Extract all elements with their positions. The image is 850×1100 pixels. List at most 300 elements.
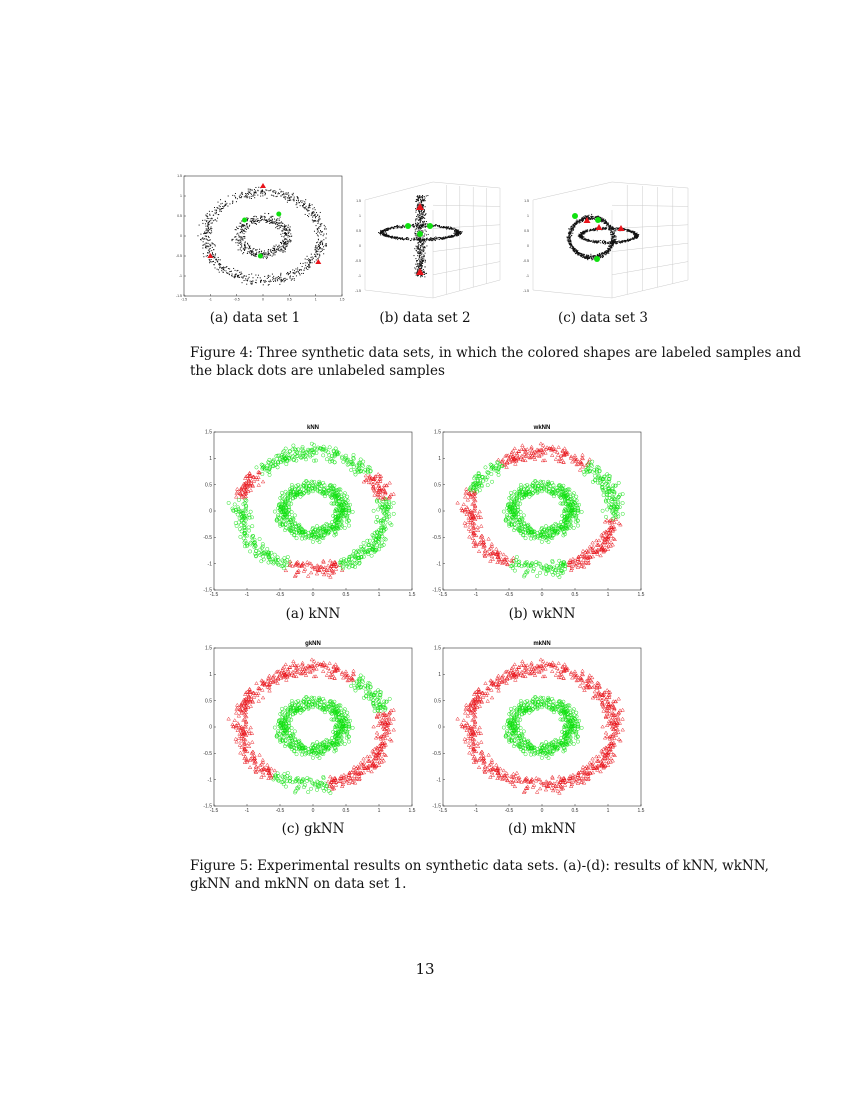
data-point xyxy=(415,258,416,259)
data-point xyxy=(432,240,433,241)
data-point xyxy=(215,262,216,263)
data-point xyxy=(226,204,227,205)
data-point xyxy=(240,242,241,243)
data-point xyxy=(234,195,235,196)
data-point xyxy=(571,230,572,231)
data-point xyxy=(257,221,258,222)
data-point xyxy=(447,236,448,237)
data-point xyxy=(415,235,416,236)
data-point xyxy=(272,195,273,196)
data-point xyxy=(251,196,252,197)
data-point xyxy=(293,276,294,277)
data-point xyxy=(205,247,206,248)
data-point xyxy=(255,275,256,276)
data-point xyxy=(292,278,293,279)
data-point xyxy=(224,206,225,207)
data-point xyxy=(285,243,286,244)
data-point xyxy=(262,190,263,191)
data-point xyxy=(209,221,210,222)
data-point xyxy=(245,225,246,226)
x-tick-label: -0.5 xyxy=(233,297,240,302)
data-point xyxy=(233,239,234,240)
data-point xyxy=(307,269,308,270)
data-point xyxy=(582,257,583,258)
data-point xyxy=(254,218,255,219)
data-point xyxy=(232,203,233,204)
data-point xyxy=(595,242,596,243)
data-point xyxy=(610,243,611,244)
data-point xyxy=(604,228,605,229)
data-point xyxy=(583,218,584,219)
data-point xyxy=(602,257,603,258)
data-point xyxy=(417,264,418,265)
data-point xyxy=(235,198,236,199)
data-point xyxy=(205,226,206,227)
labeled-green-dot xyxy=(572,213,578,219)
data-point xyxy=(424,233,425,234)
data-point xyxy=(288,233,289,234)
data-point xyxy=(423,254,424,255)
data-point xyxy=(275,193,276,194)
data-point xyxy=(420,240,421,241)
data-point xyxy=(319,255,320,256)
data-point xyxy=(206,220,207,221)
data-point xyxy=(569,232,570,233)
data-point xyxy=(247,243,248,244)
data-point xyxy=(318,220,319,221)
data-point xyxy=(273,222,274,223)
data-point xyxy=(246,195,247,196)
data-point xyxy=(214,213,215,214)
data-point xyxy=(587,216,588,217)
data-point xyxy=(287,230,288,231)
data-point xyxy=(435,236,436,237)
data-point xyxy=(423,200,424,201)
data-point xyxy=(288,192,289,193)
data-point xyxy=(289,198,290,199)
data-point xyxy=(280,251,281,252)
data-point xyxy=(615,243,616,244)
data-point xyxy=(279,247,280,248)
data-point xyxy=(382,232,383,233)
data-point xyxy=(574,248,575,249)
data-point xyxy=(291,236,292,237)
grid-line xyxy=(365,290,433,298)
data-point xyxy=(594,241,595,242)
data-point xyxy=(304,268,305,269)
data-point xyxy=(319,232,320,233)
data-point xyxy=(279,228,280,229)
data-point xyxy=(314,254,315,255)
data-point xyxy=(261,220,262,221)
data-point xyxy=(213,254,214,255)
data-point xyxy=(285,244,286,245)
data-point xyxy=(456,232,457,233)
data-point xyxy=(211,226,212,227)
data-point xyxy=(577,221,578,222)
data-point xyxy=(213,249,214,250)
data-point xyxy=(213,220,214,221)
data-point xyxy=(583,232,584,233)
data-point xyxy=(605,220,606,221)
data-point xyxy=(584,218,585,219)
data-point xyxy=(280,234,281,235)
data-point xyxy=(631,231,632,232)
data-point xyxy=(214,267,215,268)
data-point xyxy=(616,239,617,240)
data-point xyxy=(208,223,209,224)
data-point xyxy=(590,230,591,231)
x-tick-label: -1 xyxy=(208,297,212,302)
y-tick-label: -1 xyxy=(178,274,182,279)
data-point xyxy=(245,228,246,229)
data-point xyxy=(252,283,253,284)
data-point xyxy=(587,239,588,240)
data-point xyxy=(228,268,229,269)
data-point xyxy=(311,254,312,255)
data-point xyxy=(609,242,610,243)
data-point xyxy=(264,276,265,277)
data-point xyxy=(300,274,301,275)
data-point xyxy=(610,250,611,251)
data-point xyxy=(279,193,280,194)
data-point xyxy=(255,187,256,188)
data-point xyxy=(242,282,243,283)
data-point xyxy=(613,229,614,230)
data-point xyxy=(612,245,613,246)
data-point xyxy=(234,237,235,238)
labeled-green-dot xyxy=(417,231,423,237)
data-point xyxy=(580,222,581,223)
data-point xyxy=(415,231,416,232)
data-point xyxy=(289,240,290,241)
data-point xyxy=(239,197,240,198)
data-point xyxy=(253,248,254,249)
data-point xyxy=(267,253,268,254)
data-point xyxy=(324,225,325,226)
labeled-green-dot xyxy=(427,223,433,229)
data-point xyxy=(305,203,306,204)
data-point xyxy=(419,255,420,256)
data-point xyxy=(283,242,284,243)
data-point xyxy=(248,191,249,192)
data-point xyxy=(253,253,254,254)
data-point xyxy=(232,239,233,240)
data-point xyxy=(275,224,276,225)
data-point xyxy=(319,226,320,227)
data-point xyxy=(256,256,257,257)
data-point xyxy=(282,241,283,242)
data-point xyxy=(416,228,417,229)
data-point xyxy=(265,280,266,281)
data-point xyxy=(314,231,315,232)
grid-line xyxy=(612,243,688,251)
data-point xyxy=(244,225,245,226)
data-point xyxy=(315,246,316,247)
z-tick-label: 0.5 xyxy=(524,229,529,233)
data-point xyxy=(606,254,607,255)
data-point xyxy=(417,255,418,256)
data-point xyxy=(276,245,277,246)
data-point xyxy=(385,231,386,232)
y-tick-label: 1 xyxy=(180,194,182,199)
data-point xyxy=(289,273,290,274)
data-point xyxy=(285,225,286,226)
data-point xyxy=(280,274,281,275)
data-point xyxy=(273,248,274,249)
data-point xyxy=(317,251,318,252)
data-point xyxy=(241,237,242,238)
y-tick-label: 1.5 xyxy=(205,429,212,436)
data-point xyxy=(423,243,424,244)
data-point xyxy=(288,235,289,236)
data-point xyxy=(458,235,459,236)
data-point xyxy=(285,241,286,242)
data-point xyxy=(266,281,267,282)
data-point xyxy=(282,280,283,281)
data-point xyxy=(300,205,301,206)
data-point xyxy=(206,230,207,231)
data-point xyxy=(222,203,223,204)
data-point xyxy=(392,227,393,228)
data-point xyxy=(581,219,582,220)
data-point xyxy=(435,240,436,241)
data-point xyxy=(279,250,280,251)
data-point xyxy=(634,232,635,233)
data-point xyxy=(591,240,592,241)
data-point xyxy=(260,282,261,283)
data-point xyxy=(423,269,424,270)
data-point xyxy=(326,228,327,229)
data-point xyxy=(211,259,212,260)
data-point xyxy=(284,242,285,243)
data-point xyxy=(255,220,256,221)
data-point xyxy=(617,241,618,242)
data-point xyxy=(240,274,241,275)
data-point xyxy=(248,251,249,252)
data-point xyxy=(279,189,280,190)
data-point xyxy=(236,239,237,240)
data-point xyxy=(305,199,306,200)
data-point xyxy=(216,260,217,261)
data-point xyxy=(590,256,591,257)
data-point xyxy=(587,231,588,232)
data-point xyxy=(318,228,319,229)
data-point xyxy=(602,242,603,243)
data-point xyxy=(630,239,631,240)
data-point xyxy=(200,234,201,235)
data-point xyxy=(257,195,258,196)
data-point xyxy=(251,281,252,282)
data-point xyxy=(418,244,419,245)
data-point xyxy=(204,238,205,239)
data-point xyxy=(449,236,450,237)
data-point xyxy=(272,279,273,280)
data-point xyxy=(449,229,450,230)
data-point xyxy=(277,218,278,219)
data-point xyxy=(585,258,586,259)
data-point xyxy=(421,257,422,258)
data-point xyxy=(207,218,208,219)
data-point xyxy=(282,230,283,231)
data-point xyxy=(211,223,212,224)
data-point xyxy=(416,235,417,236)
data-point xyxy=(274,252,275,253)
data-point xyxy=(613,231,614,232)
data-point xyxy=(605,244,606,245)
data-point xyxy=(254,189,255,190)
data-point xyxy=(213,261,214,262)
data-point xyxy=(245,278,246,279)
data-point xyxy=(245,196,246,197)
data-point xyxy=(242,240,243,241)
data-point xyxy=(281,279,282,280)
data-point xyxy=(418,238,419,239)
data-point xyxy=(574,249,575,250)
data-point xyxy=(290,241,291,242)
data-point xyxy=(248,245,249,246)
data-point xyxy=(214,207,215,208)
data-point xyxy=(585,218,586,219)
data-point xyxy=(319,217,320,218)
data-point xyxy=(611,230,612,231)
data-point xyxy=(236,234,237,235)
data-point xyxy=(582,254,583,255)
data-point xyxy=(323,253,324,254)
data-point xyxy=(232,195,233,196)
data-point xyxy=(399,238,400,239)
data-point xyxy=(602,228,603,229)
data-point xyxy=(583,216,584,217)
data-point xyxy=(415,223,416,224)
data-point xyxy=(419,222,420,223)
data-point xyxy=(253,220,254,221)
data-point xyxy=(286,229,287,230)
data-point xyxy=(206,236,207,237)
data-point xyxy=(309,261,310,262)
data-point xyxy=(286,273,287,274)
data-point xyxy=(421,196,422,197)
data-point xyxy=(239,237,240,238)
labeled-green-dot xyxy=(258,254,263,259)
data-point xyxy=(572,226,573,227)
x-tick-label: -1.5 xyxy=(209,592,219,598)
data-point xyxy=(315,215,316,216)
data-point xyxy=(417,270,418,271)
data-point xyxy=(571,230,572,231)
data-point xyxy=(417,269,418,270)
data-point xyxy=(579,220,580,221)
data-point xyxy=(581,253,582,254)
data-point xyxy=(260,216,261,217)
data-point xyxy=(294,270,295,271)
data-point xyxy=(442,237,443,238)
data-point xyxy=(603,221,604,222)
data-point xyxy=(240,197,241,198)
data-point xyxy=(272,216,273,217)
data-point xyxy=(315,247,316,248)
data-point xyxy=(438,239,439,240)
data-point xyxy=(580,235,581,236)
data-point xyxy=(223,267,224,268)
data-point xyxy=(253,196,254,197)
data-point xyxy=(570,236,571,237)
data-point xyxy=(287,236,288,237)
data-point xyxy=(316,251,317,252)
data-point xyxy=(418,240,419,241)
data-point xyxy=(423,226,424,227)
data-point xyxy=(568,237,569,238)
data-point xyxy=(241,277,242,278)
data-point xyxy=(288,240,289,241)
data-point xyxy=(587,241,588,242)
data-point xyxy=(256,224,257,225)
data-point xyxy=(208,237,209,238)
data-point xyxy=(424,272,425,273)
data-point xyxy=(322,240,323,241)
data-point xyxy=(232,201,233,202)
data-point xyxy=(264,194,265,195)
x-tick-label: -1.5 xyxy=(180,297,188,302)
grid-line xyxy=(433,205,500,206)
data-point xyxy=(238,235,239,236)
data-point xyxy=(240,238,241,239)
data-point xyxy=(393,237,394,238)
data-point xyxy=(277,246,278,247)
data-point xyxy=(296,271,297,272)
data-point xyxy=(422,199,423,200)
data-point xyxy=(631,239,632,240)
data-point xyxy=(316,225,317,226)
data-point xyxy=(232,240,233,241)
data-point xyxy=(416,216,417,217)
data-point xyxy=(210,220,211,221)
data-point xyxy=(423,239,424,240)
data-point xyxy=(256,280,257,281)
data-point xyxy=(221,270,222,271)
data-point xyxy=(587,229,588,230)
data-point xyxy=(432,238,433,239)
data-point xyxy=(420,251,421,252)
data-point xyxy=(316,259,317,260)
data-point xyxy=(415,233,416,234)
data-point xyxy=(416,226,417,227)
data-point xyxy=(280,275,281,276)
data-point xyxy=(383,230,384,231)
data-point xyxy=(240,247,241,248)
data-point xyxy=(209,251,210,252)
data-point xyxy=(430,239,431,240)
data-point xyxy=(318,227,319,228)
data-point xyxy=(252,254,253,255)
data-point xyxy=(318,231,319,232)
data-point xyxy=(282,226,283,227)
data-point xyxy=(590,216,591,217)
data-point xyxy=(286,239,287,240)
data-point xyxy=(304,208,305,209)
data-point xyxy=(611,228,612,229)
data-point xyxy=(248,228,249,229)
data-point xyxy=(237,275,238,276)
data-point xyxy=(570,231,571,232)
data-point xyxy=(579,255,580,256)
data-point xyxy=(572,229,573,230)
data-point xyxy=(606,221,607,222)
data-point xyxy=(283,191,284,192)
data-point xyxy=(289,276,290,277)
data-point xyxy=(260,281,261,282)
data-point xyxy=(261,251,262,252)
